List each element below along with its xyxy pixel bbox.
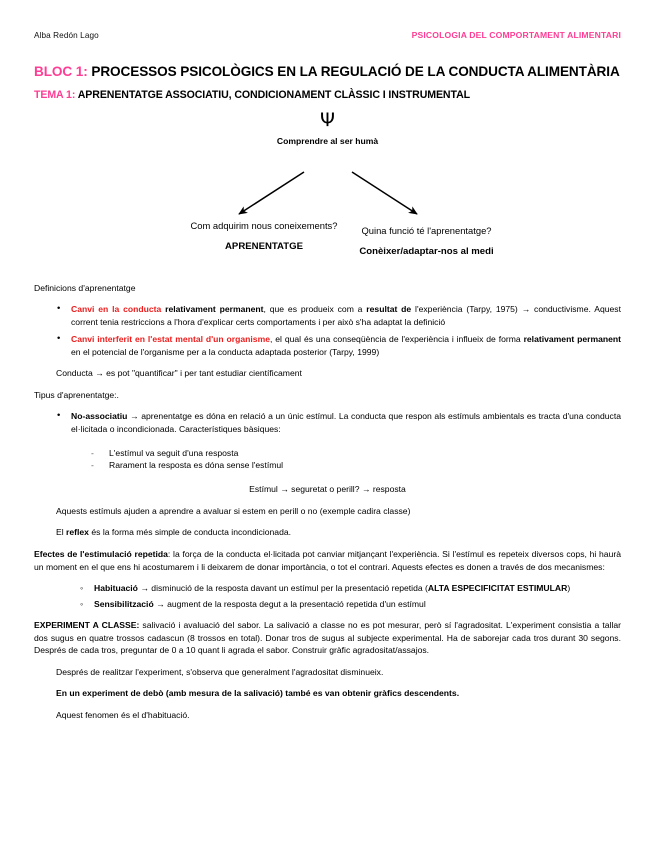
tema-title-text: APRENENTATGE ASSOCIATIU, CONDICIONAMENT CLÀSSIC I INSTRUMENTAL [75,89,470,102]
experiment-text: salivació i avaluació del sabor. La salivació a classe no es pot mesurar, però sí l'agradositat. L'experiment consistia a tallar dos sugus en quatre trossos cadascun (8 trossos en total). Donar tros de sugus al subjecte experimental. Ha de saborejar cada tros durant 30 segons. Després de cada tros, preguntar de 0 a 10 quant li agrada el sabor. Construir gràfic agradositat/assajos. [34,620,621,656]
tema-tag: TEMA 1: [34,89,76,102]
right-answer-text: Conèixer/adaptar-nos al medi [359,246,494,258]
reflex-text-b: és la forma més simple de conducta incondicionada. [88,527,292,538]
types-list [34,410,621,435]
arrow-to-left-branch [239,172,304,214]
experiment-label: EXPERIMENT A CLASSE: [34,620,140,631]
mechanisms-list [34,582,621,610]
left-question-text: Com adquirim nous coneixements? [190,219,338,231]
characteristic-item: - L'estímul va seguit d'una resposta [109,447,621,460]
definition-2-red-term: Canvi interferit en l'estat mental d'un organisme [71,334,270,345]
definition-1-text-a: , que es produeix com a [263,304,367,315]
concept-diagram [34,108,621,276]
mechanism-item-habituacio [94,582,621,595]
definition-2-text-b: en el potencial de l'organisme per a la conducta adaptada posterior (Tarpy, 1999) [71,346,380,357]
definition-2-text-a: , el qual és una conseqüència de l'experiència i influeix de forma [270,334,524,345]
diagram-root-node: Comprendre al ser humà [276,135,379,146]
reflex-note [56,526,621,539]
after-experiment-note: Després de realitzar l'experiment, s'observa que generalment l'agradositat disminueix. [56,666,384,677]
habituacio-tail: ) [567,583,571,594]
bloc-title [34,63,621,80]
right-question-text: Quina funció té l'aprenentatge? [361,224,492,236]
real-experiment-note: En un experiment de debò (amb mesura de la salivació) també es van obtenir gràfics descendents. [56,688,460,699]
psi-symbol-icon: Ψ [320,108,335,131]
bloc-title-text: PROCESSOS PSICOLÒGICS EN LA REGULACIÓ DE LA CONDUCTA ALIMENTÀRIA [87,64,620,79]
habituacio-bold-end: ALTA ESPECIFICITAT ESTIMULAR [427,583,568,594]
stimuli-note: Aquests estímuls ajuden a aprendre a avaluar si estem en perill o no (exemple cadira classe) [56,505,411,516]
course-title: PSICOLOGIA DEL COMPORTAMENT ALIMENTARI [411,30,621,40]
definitions-heading: Definicions d'aprenentatge [34,282,136,293]
conducta-note: Conducta → es pot "quantificar" i per tant estudiar científicament [56,368,302,379]
arrow-to-right-branch [352,172,417,214]
sensibilitzacio-text: → augment de la resposta degut a la presentació repetida d'un estímul [153,598,426,609]
experiment-paragraph [34,619,621,657]
repeated-stimulation-bold: Efectes de l'estimulació repetida [34,548,168,559]
stimulus-formula: Estímul → seguretat o perill? → resposta [249,484,406,495]
left-answer-text: APRENENTATGE [225,241,303,253]
definition-1-text-b: l'experiència (Tarpy, 1975) → conductivisme. Aquest corrent tenia restriccions a l'hora d'explicar certs comportaments i per això s'ha adaptat la definició [71,304,621,327]
diagram-right-branch [334,224,519,260]
bloc-tag: BLOC 1: [34,64,88,79]
conclusion-note: Aquest fenomen és el d'habituació. [56,709,190,720]
sensibilitzacio-bold: Sensibilització [94,598,154,609]
reflex-bold: reflex [66,527,89,538]
document-header [34,30,621,40]
definition-2-bold-a: relativament permanent [523,334,622,345]
definitions-list [34,303,621,358]
type-item-no-associatiu [71,410,621,435]
definition-item-2 [71,333,621,358]
mechanism-item-sensibilitzacio [94,598,621,611]
diagram-branch-arrows [34,166,621,222]
tema-title [34,89,621,102]
repeated-stimulation-text: : la força de la conducta el·licitada pot canviar mitjançant l'experiència. Si l'estímul es repeteix diversos cops, hi haurà un moment en el que ens hi acostumarem i li deixarem de donar importància, o tot el contrari. Aquests efectes es donen a través de dos mecanismes: [34,548,621,572]
characteristic-item: - Rarament la resposta es dóna sense l'estímul [109,459,621,472]
types-heading: Tipus d'aprenentatge:. [34,389,119,400]
habituacio-bold: Habituació [94,583,138,594]
diagram-left-branch [184,219,344,255]
no-associatiu-text: → aprenentatge es dóna en relació a un únic estímul. La conducta que respon als estímuls ambientals es tracta d'una conducta el·licitada o incondicionada. Característiques bàsiques: [71,411,621,434]
reflex-text-a: El [56,527,67,538]
definition-item-1 [71,303,621,328]
repeated-stimulation-paragraph [34,548,621,573]
characteristics-list [34,447,621,473]
definition-1-bold-b: resultat de [366,304,412,315]
habituacio-text: → disminució de la resposta davant un estímul per la presentació repetida ( [137,583,428,594]
definition-1-bold-a: relativament permanent [161,304,264,315]
definition-1-red-term: Canvi en la conducta [71,304,162,315]
author-name: Alba Redón Lago [34,31,99,40]
no-associatiu-bold: No-associatiu [71,411,128,422]
